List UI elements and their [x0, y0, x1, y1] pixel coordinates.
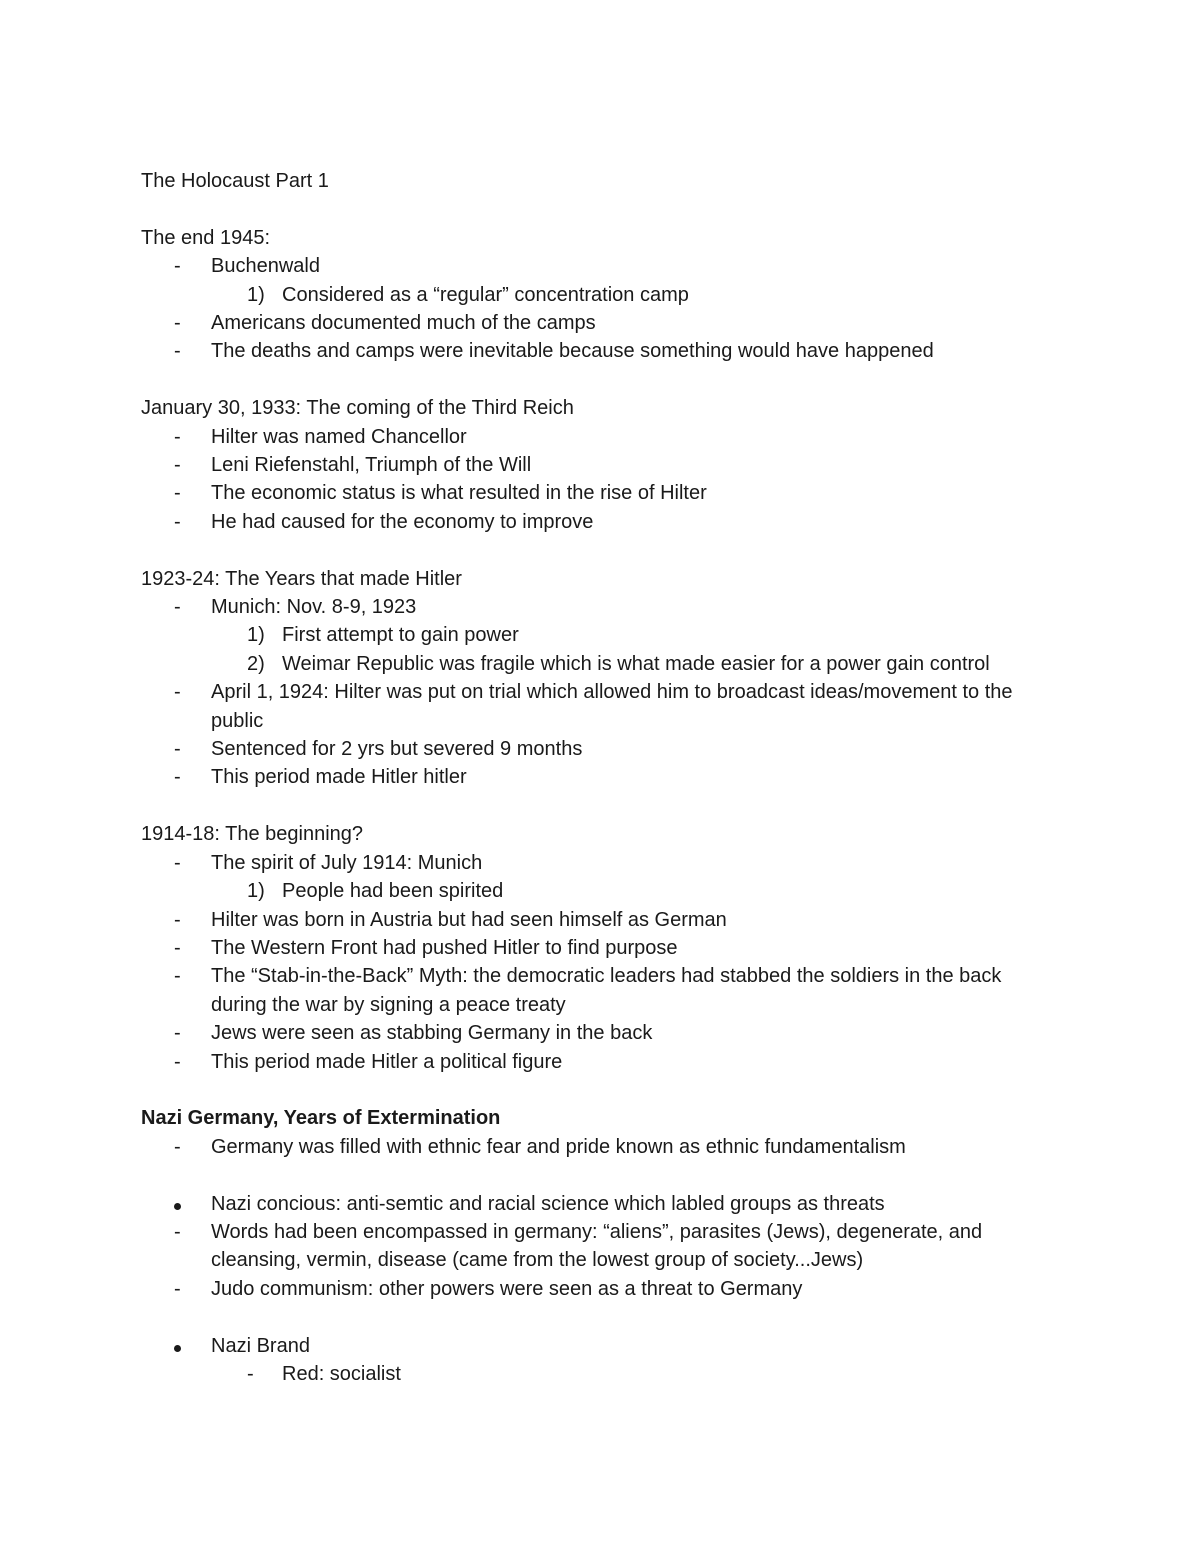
list-item — [141, 877, 1061, 905]
list-item-text: Sentenced for 2 yrs but severed 9 months — [211, 738, 583, 761]
list-dash: - — [174, 738, 181, 761]
list-item-text: The economic status is what resulted in the rise of Hilter — [211, 482, 707, 505]
list-dash: - — [174, 1022, 181, 1045]
list-dash: - — [174, 1277, 181, 1300]
list-dash: - — [174, 340, 181, 363]
bullet-icon — [141, 1332, 211, 1360]
list-dash: - — [247, 1362, 254, 1385]
list-item-text: This period made Hitler hitler — [211, 766, 467, 789]
list-item-text: The spirit of July 1914: Munich — [211, 851, 483, 874]
list-number: 1) — [247, 880, 265, 903]
list-item — [141, 508, 1061, 536]
list-item — [141, 1019, 1061, 1047]
list-item-text: Munich: Nov. 8-9, 1923 — [211, 596, 417, 619]
list-item — [141, 621, 1061, 649]
list-item-text: Nazi Brand — [211, 1334, 310, 1357]
list-item — [141, 479, 1061, 507]
list-dash: - — [174, 1135, 181, 1158]
list-item — [141, 593, 1061, 621]
list-dash: - — [174, 851, 181, 874]
list-item-text: Leni Riefenstahl, Triumph of the Will — [211, 454, 532, 477]
list-item — [141, 281, 1061, 309]
list-item-text: Germany was filled with ethnic fear and pride known as ethnic fundamentalism — [211, 1135, 906, 1158]
list-dash: - — [174, 312, 181, 335]
list-item-text: Considered as a “regular” concentration camp — [282, 283, 689, 306]
list-item — [141, 337, 1061, 365]
list-item-text: Hilter was named Chancellor — [211, 425, 467, 448]
list-item — [141, 1332, 1061, 1360]
list-item — [141, 934, 1061, 962]
list-number: 1) — [247, 624, 265, 647]
list-item — [141, 309, 1061, 337]
list-item-text: The deaths and camps were inevitable because something would have happened — [211, 340, 934, 363]
section-heading: January 30, 1933: The coming of the Third Reich — [141, 397, 574, 420]
list-item — [141, 1360, 1061, 1388]
list-item-text: Americans documented much of the camps — [211, 312, 596, 335]
section-heading: 1914-18: The beginning? — [141, 823, 364, 846]
list-item — [141, 735, 1061, 763]
list-item-text: Weimar Republic was fragile which is what made easier for a power gain control — [282, 652, 990, 675]
list-item-text: Jews were seen as stabbing Germany in the back — [211, 1022, 653, 1045]
list-item-text: Judo communism: other powers were seen as a threat to Germany — [211, 1277, 803, 1300]
list-dash: - — [174, 596, 181, 619]
list-item-text: The “Stab-in-the-Back” Myth: the democratic leaders had stabbed the soldiers in the back during the war by signing a peace treaty — [211, 965, 1002, 1016]
list-item — [141, 650, 1061, 678]
list-item — [141, 423, 1061, 451]
list-item — [141, 451, 1061, 479]
list-item-text: This period made Hitler a political figure — [211, 1050, 563, 1073]
document-page — [141, 167, 1061, 1388]
list-item — [141, 962, 1061, 1019]
list-dash: - — [174, 681, 181, 704]
list-item — [141, 1048, 1061, 1076]
section-heading: 1923-24: The Years that made Hitler — [141, 567, 462, 590]
list-dash: - — [174, 255, 181, 278]
list-item-text: He had caused for the economy to improve — [211, 510, 594, 533]
list-item — [141, 849, 1061, 877]
list-dash: - — [174, 425, 181, 448]
list-item-text: Hilter was born in Austria but had seen himself as German — [211, 908, 727, 931]
bullet-icon — [141, 1190, 211, 1218]
list-item-text: First attempt to gain power — [282, 624, 519, 647]
list-item — [141, 906, 1061, 934]
list-item — [141, 1133, 1061, 1161]
list-number: 1) — [247, 283, 265, 306]
section-heading-bold: Nazi Germany, Years of Extermination — [141, 1107, 501, 1130]
list-item — [141, 252, 1061, 280]
list-item-text: Words had been encompassed in germany: “aliens”, parasites (Jews), degenerate, and cleansing, vermin, disease (came from the lowest group of society...Jews) — [211, 1220, 983, 1272]
list-dash: - — [174, 510, 181, 533]
list-dash: - — [174, 766, 181, 789]
list-item — [141, 763, 1061, 791]
list-item-text: The Western Front had pushed Hitler to find purpose — [211, 936, 678, 959]
list-dash: - — [174, 965, 181, 988]
list-dash: - — [174, 1220, 181, 1243]
list-item — [141, 678, 1061, 735]
list-dash: - — [174, 936, 181, 959]
list-item — [141, 1190, 1061, 1218]
list-item-text: April 1, 1924: Hilter was put on trial which allowed him to broadcast ideas/movement to the public — [211, 681, 1013, 732]
list-item-text: Buchenwald — [211, 255, 320, 278]
list-item — [141, 1218, 1061, 1275]
list-dash: - — [174, 454, 181, 477]
document-title: The Holocaust Part 1 — [141, 170, 329, 192]
list-number: 2) — [247, 652, 265, 675]
list-item-text: People had been spirited — [282, 880, 504, 903]
list-item-text: Red: socialist — [282, 1362, 401, 1385]
list-dash: - — [174, 908, 181, 931]
list-dash: - — [174, 1050, 181, 1073]
list-item — [141, 1275, 1061, 1303]
section-heading: The end 1945: — [141, 226, 270, 249]
list-item-text: Nazi concious: anti-semtic and racial science which labled groups as threats — [211, 1192, 885, 1215]
list-dash: - — [174, 482, 181, 505]
